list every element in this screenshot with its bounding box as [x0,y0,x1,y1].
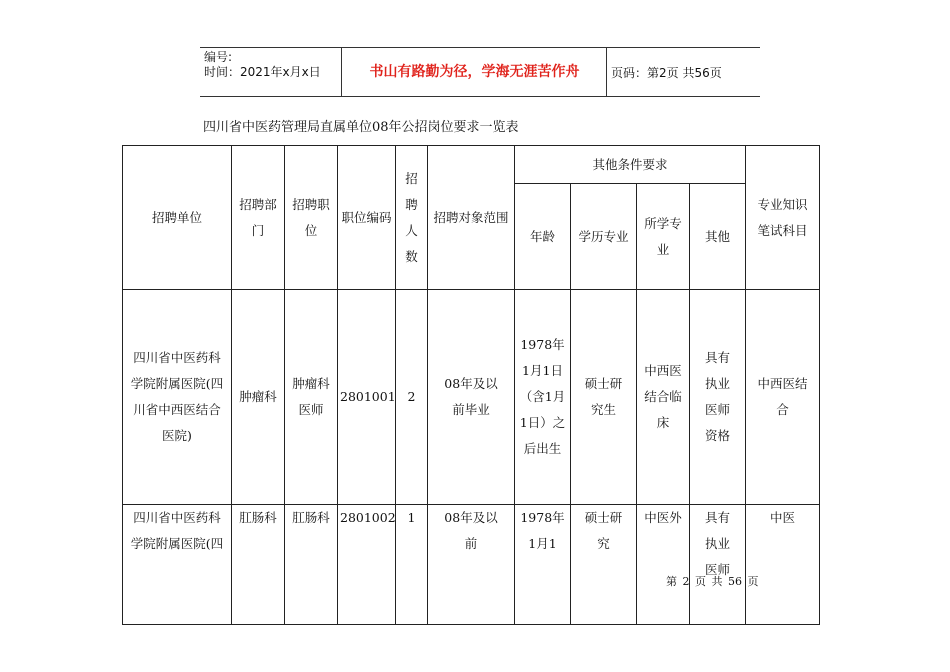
recruitment-table [122,145,820,625]
header-scope: 招聘对象范围 [428,146,515,290]
cell-education: 硕士研究生 [571,290,637,505]
recruitment-table-container [122,145,819,577]
table-header-row [123,146,820,184]
document-title: 四川省中医药管理局直属单位08年公招岗位要求一览表 [203,120,519,135]
header-other: 其他 [690,184,746,290]
cell-scope: 08年及以前毕业 [428,290,515,505]
table-row [123,290,820,505]
header-unit: 招聘单位 [123,146,232,290]
cell-exam: 中西医结合 [746,290,820,505]
header-time-label: 时间：2021年x月x日 [204,65,321,79]
header-top-rule [200,47,760,48]
cell-education: 硕士研究 [571,505,637,625]
header-meta [204,50,344,80]
cell-unit: 四川省中医药科学院附属医院(四川省中西医结合医院) [123,290,232,505]
cell-count: 2 [396,290,428,505]
header-page-code: 页码：第2页 共56页 [611,66,722,80]
header-bottom-rule [200,96,760,97]
header-motto: 书山有路勤为径，学海无涯苦作舟 [369,64,580,80]
cell-count: 1 [396,505,428,625]
cell-code: 2801001 [338,290,396,505]
header-other-conditions: 其他条件要求 [515,146,746,184]
page-footer: 第 2 页 共 56 页 [666,575,759,588]
cell-dept: 肛肠科 [232,505,285,625]
header-dept: 招聘部门 [232,146,285,290]
header-position: 招聘职位 [285,146,338,290]
header-exam: 专业知识笔试科目 [746,146,820,290]
header-age: 年龄 [515,184,571,290]
cell-unit: 四川省中医药科学院附属医院(四 [123,505,232,625]
cell-major: 中西医结合临床 [637,290,690,505]
header-major: 所学专业 [637,184,690,290]
cell-major: 中医外 [637,505,690,625]
cell-code: 2801002 [338,505,396,625]
header-divider-right [606,47,607,96]
header-number-label: 编号: [204,50,233,64]
cell-dept: 肿瘤科 [232,290,285,505]
cell-other: 具有执业医师 [690,505,746,625]
cell-age: 1978年1月1 [515,505,571,625]
cell-position: 肿瘤科医师 [285,290,338,505]
cell-other: 具有执业医师资格 [690,290,746,505]
header-education: 学历专业 [571,184,637,290]
cell-position: 肛肠科 [285,505,338,625]
cell-age: 1978年1月1日（含1月1日）之后出生 [515,290,571,505]
cell-exam: 中医 [746,505,820,625]
table-row [123,505,820,625]
header-code: 职位编码 [338,146,396,290]
header-count: 招聘人数 [396,146,428,290]
cell-scope: 08年及以前 [428,505,515,625]
